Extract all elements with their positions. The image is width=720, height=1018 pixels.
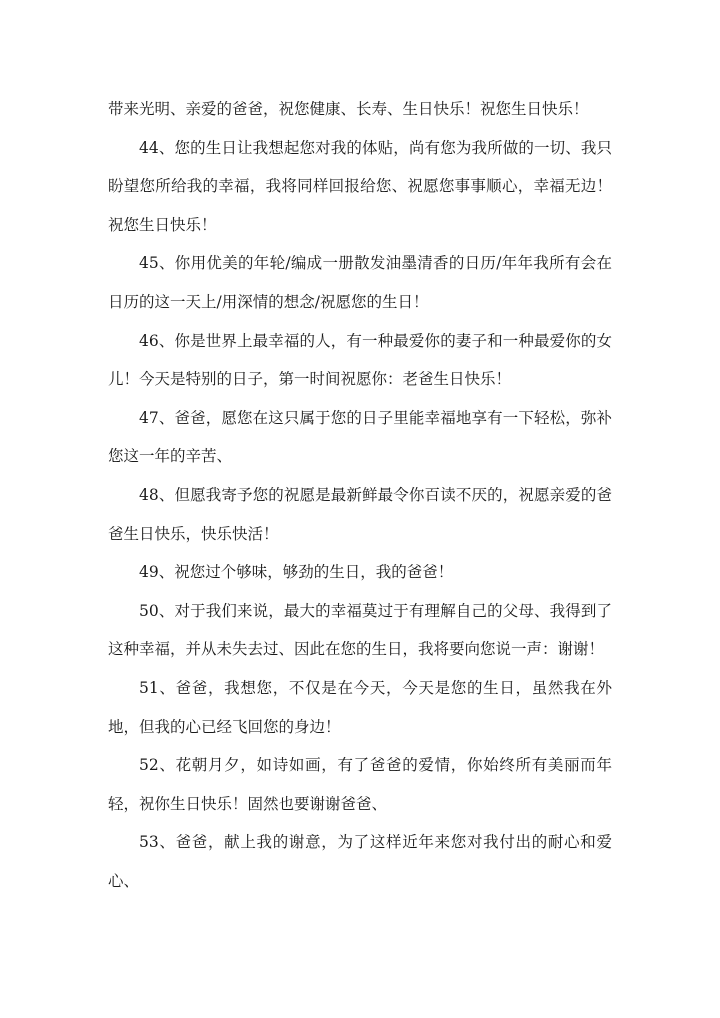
paragraph-45: 45、你用优美的年轮/编成一册散发油墨清香的日历/年年我所有会在日历的这一天上/用深情的想念/祝愿您的生日！ — [108, 254, 612, 311]
paragraph-51: 51、爸爸，我想您，不仅是在今天，今天是您的生日，虽然我在外地，但我的心已经飞回您的身边！ — [108, 678, 612, 736]
document-body — [108, 90, 612, 900]
paragraph-50: 50、对于我们来说，最大的幸福莫过于有理解自己的父母、我得到了这种幸福，并从未失去过、因此在您的生日，我将要向您说一声：谢谢！ — [108, 601, 612, 659]
paragraph-48: 48、但愿我寄予您的祝愿是最新鲜最令你百读不厌的，祝愿亲爱的爸爸生日快乐，快乐快活！ — [108, 485, 612, 543]
paragraph-53: 53、爸爸，献上我的谢意，为了这样近年来您对我付出的耐心和爱心、 — [108, 833, 612, 890]
paragraph-49: 49、祝您过个够味，够劲的生日，我的爸爸！ — [139, 563, 454, 582]
paragraph-46: 46、你是世界上最幸福的人，有一种最爱你的妻子和一种最爱你的女儿！今天是特别的日子，第一时间祝愿你：老爸生日快乐！ — [108, 331, 612, 389]
paragraph-continuation: 带来光明、亲爱的爸爸，祝您健康、长寿、生日快乐！祝您生日快乐！ — [108, 100, 589, 118]
paragraph-52: 52、花朝月夕，如诗如画，有了爸爸的爱情，你始终所有美丽而年轻，祝你生日快乐！固然也要谢谢爸爸、 — [108, 756, 612, 813]
paragraph-47: 47、爸爸，愿您在这只属于您的日子里能幸福地享有一下轻松，弥补您这一年的辛苦、 — [108, 408, 612, 466]
paragraph-44: 44、您的生日让我想起您对我的体贴，尚有您为我所做的一切、我只盼望您所给我的幸福，我将同样回报给您、祝愿您事事顺心，幸福无边！祝您生日快乐！ — [108, 138, 612, 234]
